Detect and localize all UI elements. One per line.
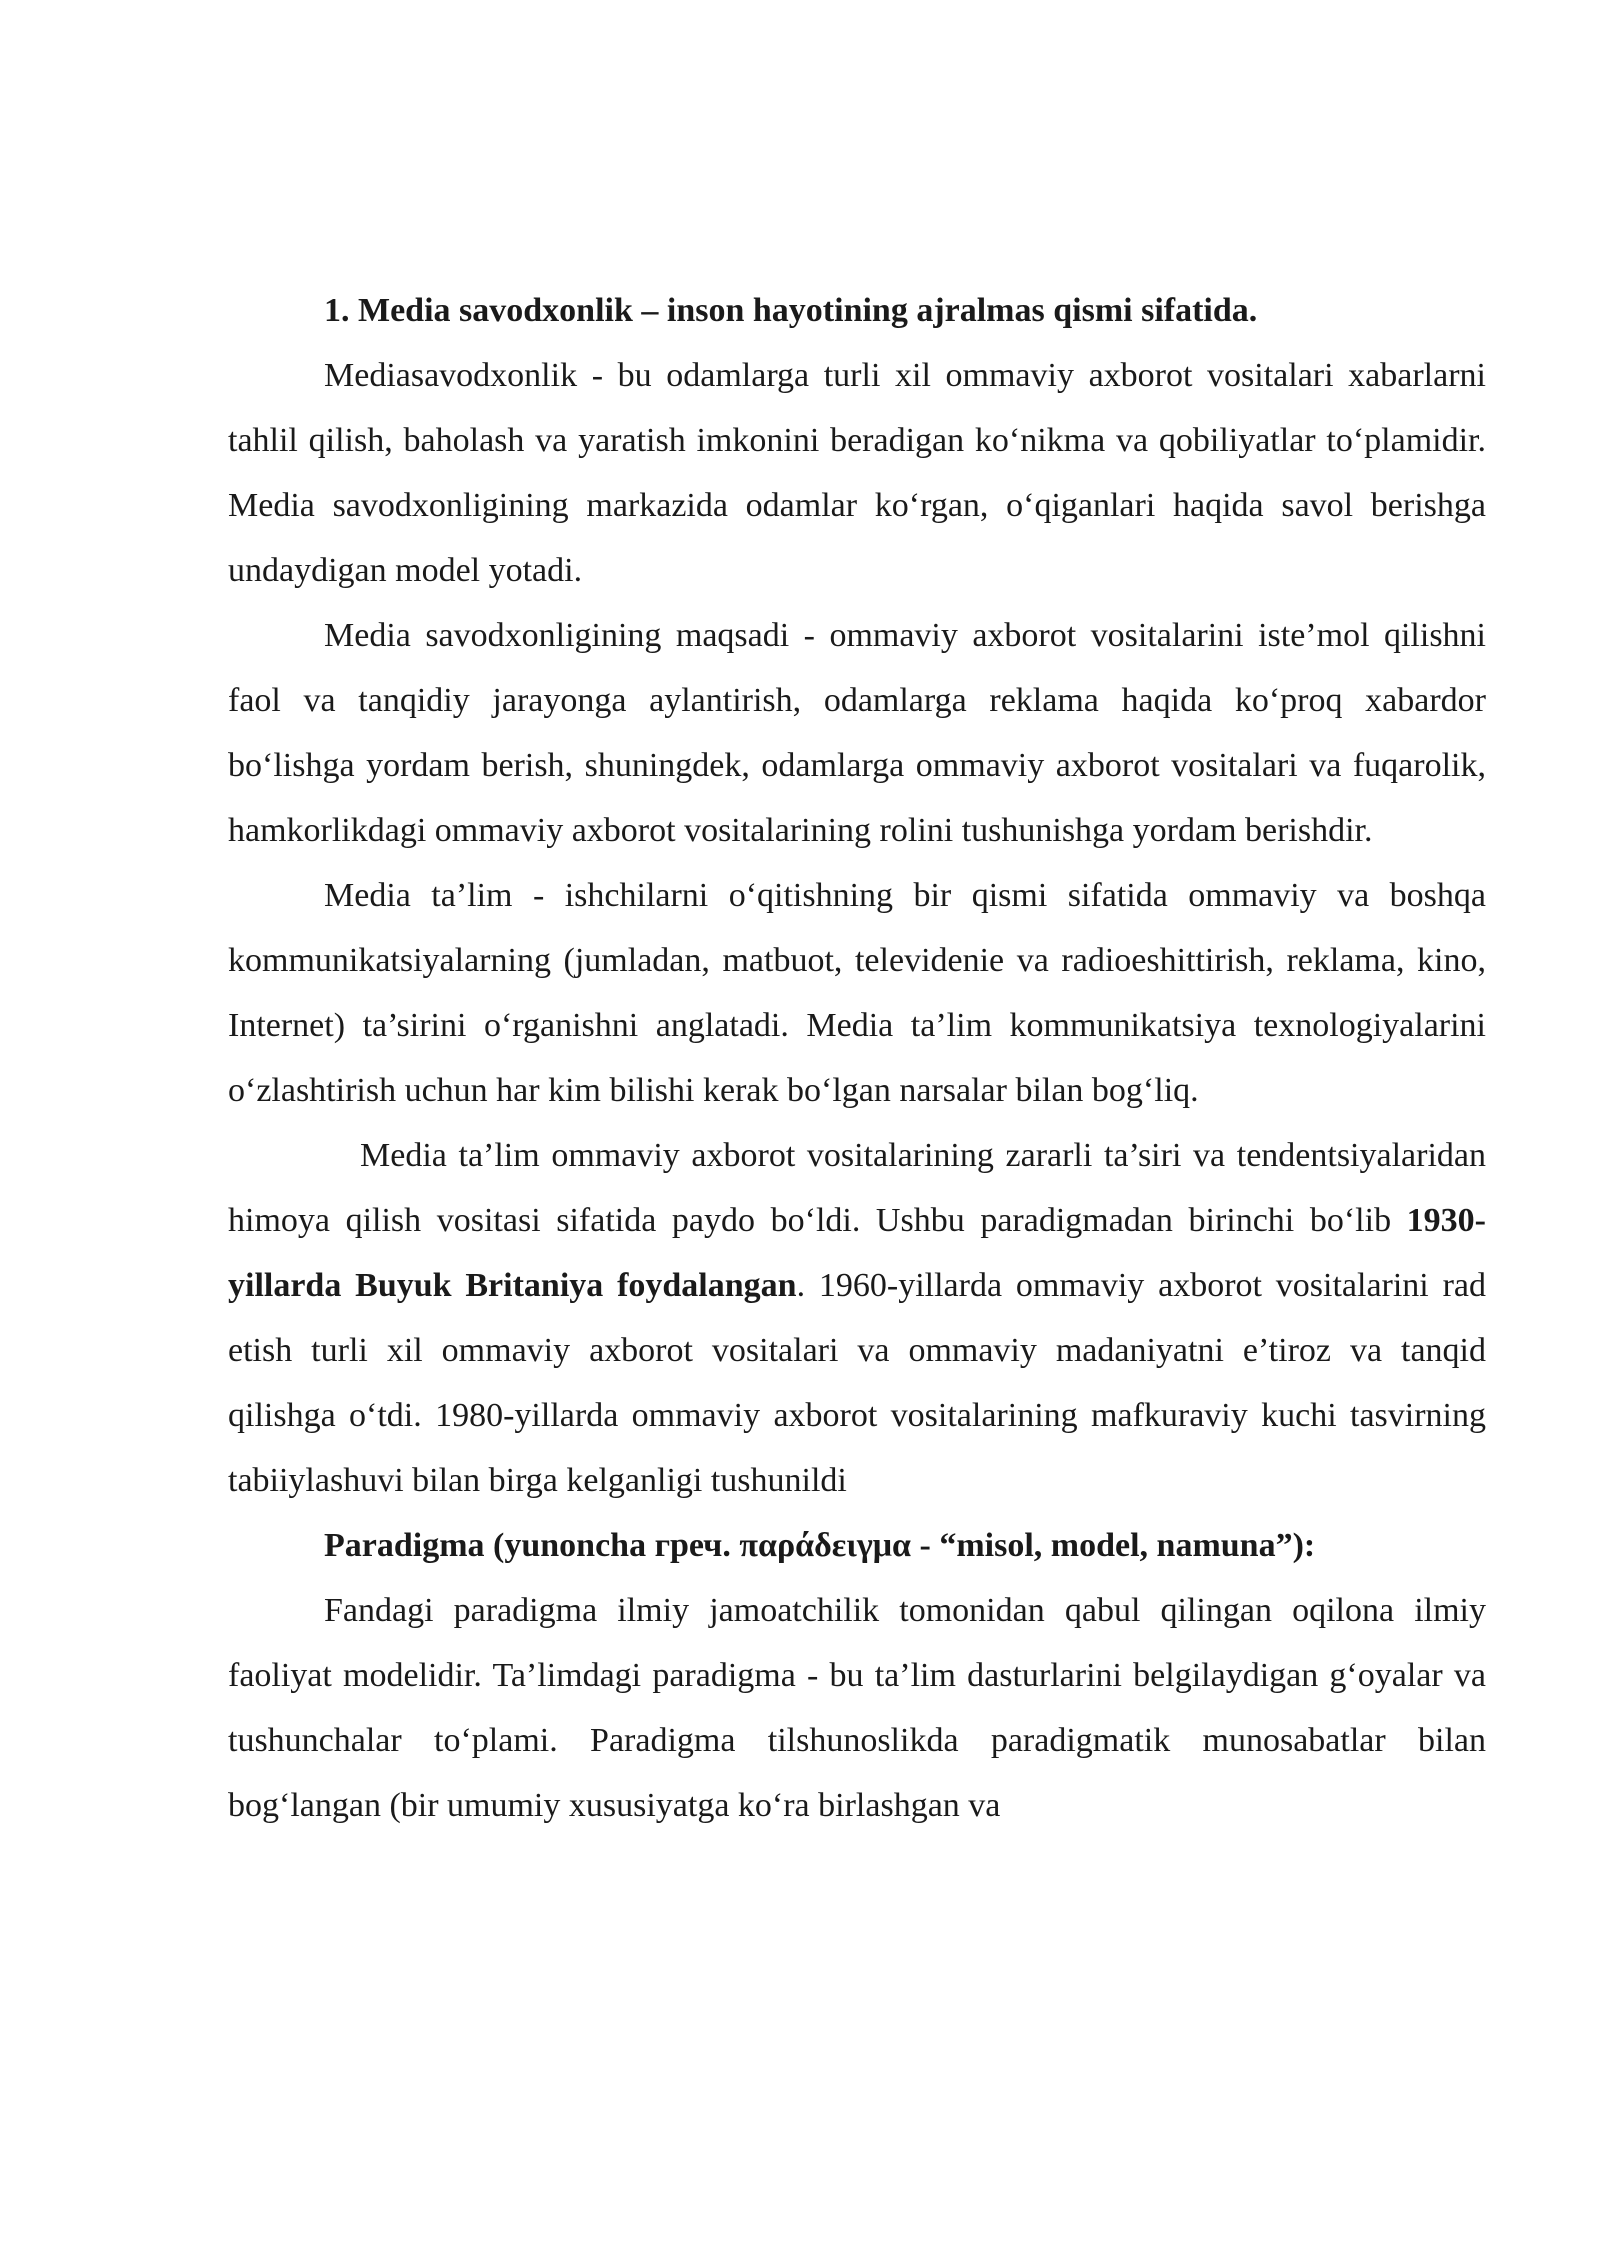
history-text-before: Media ta’lim ommaviy axborot vositalarining zararli ta’siri va tendentsiyalaridan himoya qilish vositasi sifatida paydo bo‘ldi. Ushbu paradigmadan birinchi bo‘lib — [228, 1137, 1486, 1239]
history-bold-phrase: 1930-yillarda Buyuk Britaniya foydalangan — [228, 1202, 1486, 1304]
history-text-after: . 1960-yillarda ommaviy axborot vositalarini rad etish turli xil ommaviy axborot vositalari va ommaviy madaniyatni e’tiroz va tanqid qilishga o‘tdi. 1980-yillarda ommaviy axborot vositalarining mafkuraviy kuchi tasvirning tabiiylashuvi bilan birga kelganligi tushunildi — [228, 1267, 1486, 1499]
paragraph-mediasavodxonlik-definition: Mediasavodxonlik - bu odamlarga turli xil ommaviy axborot vositalari xabarlarni tahlil qilish, baholash va yaratish imkonini beradigan ko‘nikma va qobiliyatlar to‘plamidir. Media savodxonligining markazida odamlar ko‘rgan, o‘qiganlari haqida savol berishga undaydigan model yotadi. — [228, 357, 1486, 589]
paragraph-media-education-history — [228, 1123, 1486, 1513]
paragraph-media-education: Media ta’lim - ishchilarni o‘qitishning bir qismi sifatida ommaviy va boshqa kommunikatsiyalarning (jumladan, matbuot, televidenie va radioeshittirish, reklama, kino, Internet) ta’sirini o‘rganishni anglatadi. Media ta’lim kommunikatsiya texnologiyalarini o‘zlashtirish uchun har kim bilishi kerak bo‘lgan narsalar bilan bog‘liq. — [228, 877, 1486, 1109]
paradigm-subheading: Paradigma (yunoncha греч. παράδειγμα - “misol, model, namuna”): — [324, 1527, 1316, 1564]
document-body — [228, 278, 1486, 1838]
paragraph-media-literacy-goal: Media savodxonligining maqsadi - ommaviy axborot vositalarini iste’mol qilishni faol va tanqidiy jarayonga aylantirish, odamlarga reklama haqida ko‘proq xabardor bo‘lishga yordam berish, shuningdek, odamlarga ommaviy axborot vositalari va fuqarolik, hamkorlikdagi ommaviy axborot vositalarining rolini tushunishga yordam berishdir. — [228, 617, 1486, 849]
section-heading: 1. Media savodxonlik – inson hayotining ajralmas qismi sifatida. — [324, 292, 1258, 329]
paragraph-paradigm-definition: Fandagi paradigma ilmiy jamoatchilik tomonidan qabul qilingan oqilona ilmiy faoliyat modelidir. Ta’limdagi paradigma - bu ta’lim dasturlarini belgilaydigan g‘oyalar va tushunchalar to‘plami. Paradigma tilshunoslikda paradigmatik munosabatlar bilan bog‘langan (bir umumiy xususiyatga ko‘ra birlashgan va — [228, 1592, 1486, 1824]
